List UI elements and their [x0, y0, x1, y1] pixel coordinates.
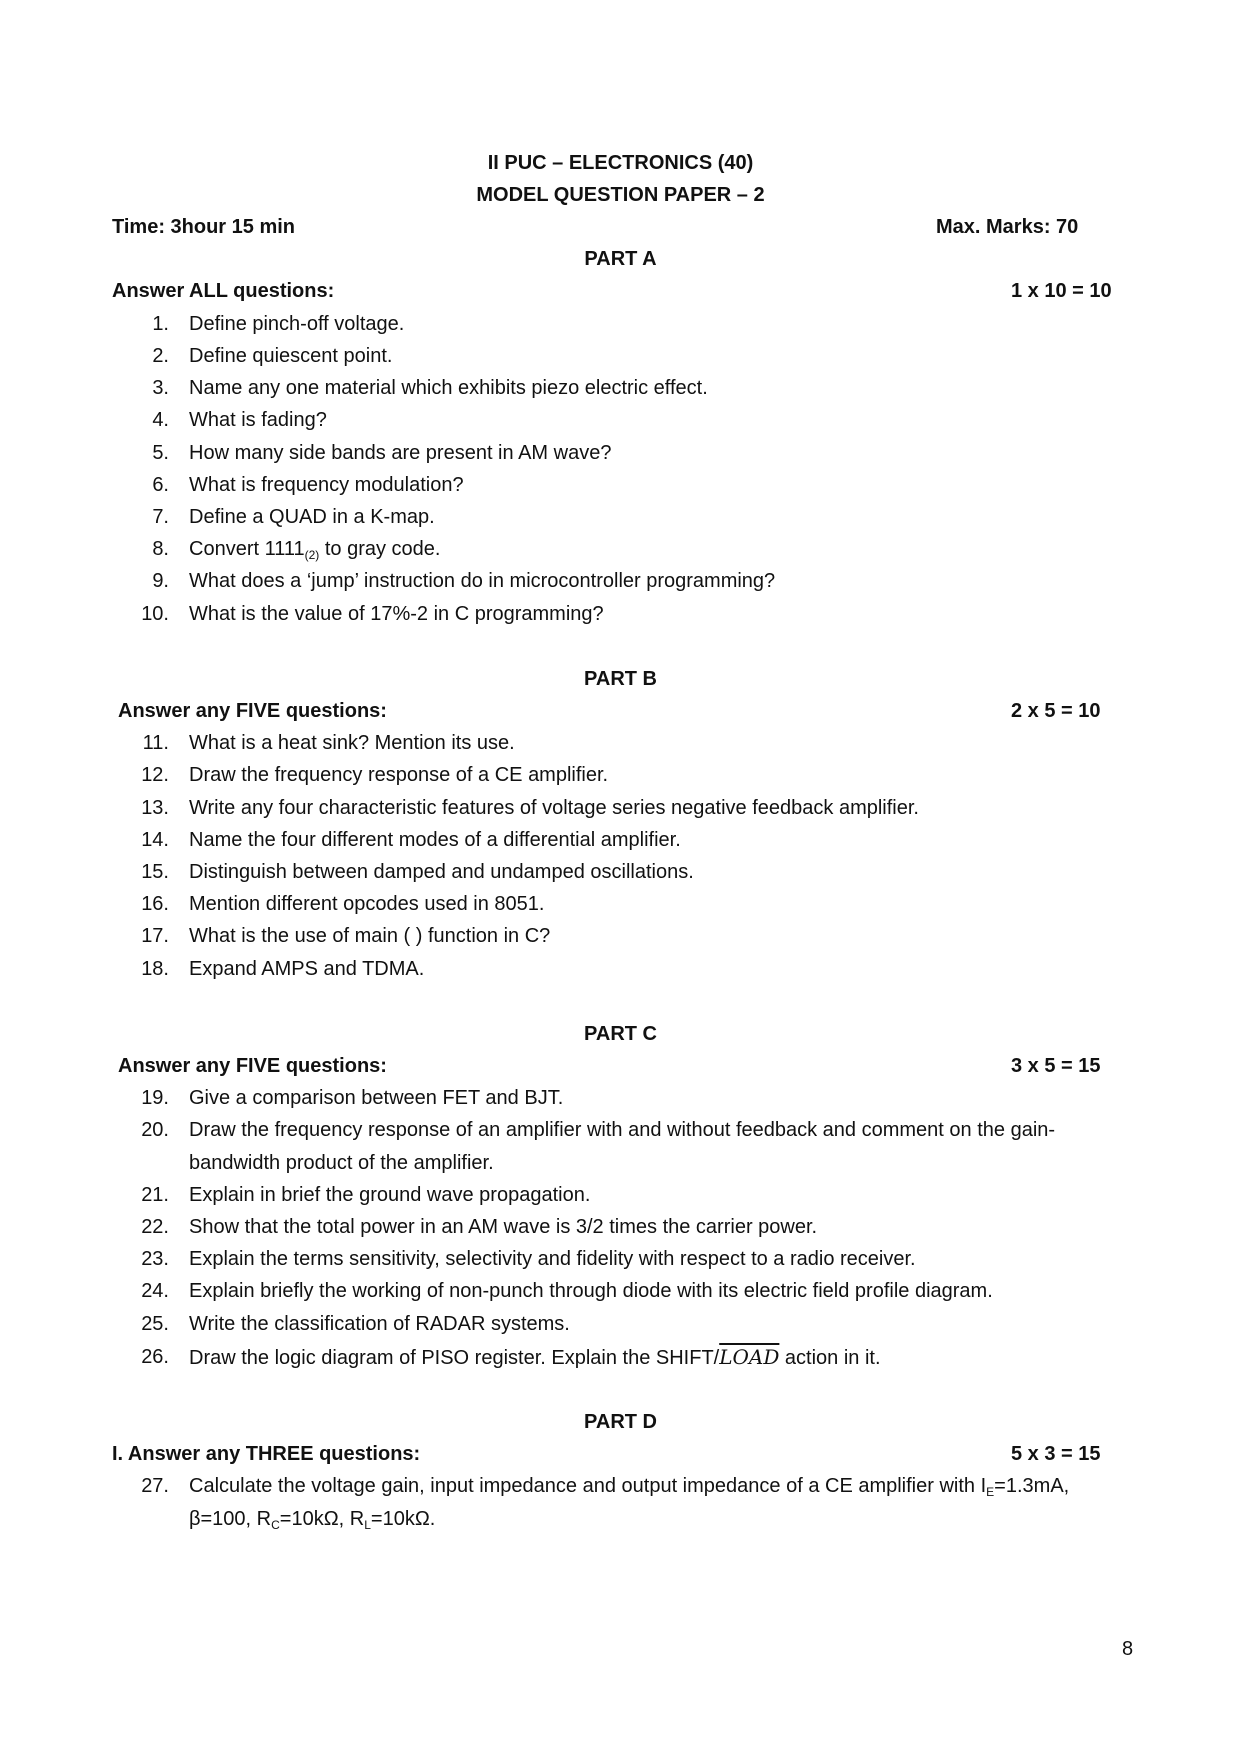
part-c-heading: PART C [584, 1023, 657, 1045]
question-text: Define pinch-off voltage. [189, 313, 405, 335]
load-subscript: L [364, 1518, 371, 1532]
question-number: 10. [141, 603, 169, 625]
question-text: Name any one material which exhibits piezo electric effect. [189, 377, 708, 399]
question-text: Draw the logic diagram of PISO register. Explain the SHIFT/LOAD action in it. [189, 1345, 881, 1369]
part-b-heading: PART B [584, 668, 657, 690]
question-number: 21. [141, 1184, 169, 1206]
question-text: Write the classification of RADAR systems. [189, 1313, 570, 1335]
question-number: 15. [141, 861, 169, 883]
question-number: 1. [152, 313, 169, 335]
question-number: 14. [141, 829, 169, 851]
max-marks: Max. Marks: 70 [936, 216, 1079, 238]
question-text: Calculate the voltage gain, input impedance and output impedance of a CE amplifier with $I_E=1.3mA$, [189, 1475, 1070, 1499]
question-number: 23. [141, 1248, 169, 1270]
question-number: 22. [141, 1216, 169, 1238]
question-text: Define quiescent point. [189, 345, 393, 367]
question-text: Convert $1111_{(2)}$ to gray code. [189, 538, 441, 562]
question-text: Explain briefly the working of non-punch through diode with its electric field profile diagram. [189, 1280, 993, 1302]
part-a-marks: 1 x 10 = 10 [1011, 280, 1112, 302]
question-text: What is the value of 17%-2 in C programming? [189, 603, 604, 625]
question-text: How many side bands are present in AM wave? [189, 442, 612, 464]
part-c-marks: 3 x 5 = 15 [1011, 1055, 1101, 1077]
collector-subscript: C [271, 1518, 280, 1532]
question-text: What does a ‘jump’ instruction do in microcontroller programming? [189, 570, 776, 592]
question-number: 7. [152, 506, 169, 528]
load-overline-term: LOAD [719, 1345, 780, 1369]
question-number: 13. [141, 797, 169, 819]
part-d-heading: PART D [584, 1411, 657, 1433]
question-text: Draw the frequency response of an amplifier with and without feedback and comment on the gain- [189, 1119, 1056, 1141]
part-a-instruction: Answer ALL questions: [112, 280, 335, 302]
question-number: 12. [141, 764, 169, 786]
question-text: Define a QUAD in a K-map. [189, 506, 435, 528]
question-text: Expand AMPS and TDMA. [189, 958, 425, 980]
question-number: 11. [142, 732, 169, 754]
question-20-continuation: bandwidth product of the amplifier. [189, 1152, 494, 1174]
question-number: 8. [152, 538, 169, 560]
question-text: Write any four characteristic features of voltage series negative feedback amplifier. [189, 797, 919, 819]
part-b-instruction: Answer any FIVE questions: [118, 700, 387, 722]
question-number: 24. [141, 1280, 169, 1302]
emitter-subscript: E [986, 1485, 995, 1499]
question-number: 26. [141, 1346, 169, 1368]
question-number: 19. [141, 1087, 169, 1109]
part-b-marks: 2 x 5 = 10 [1011, 700, 1101, 722]
question-number: 4. [152, 409, 169, 431]
question-text: Distinguish between damped and undamped oscillations. [189, 861, 694, 883]
question-number: 9. [152, 570, 169, 592]
part-a-heading: PART A [584, 248, 657, 270]
paper-title: II PUC – ELECTRONICS (40) [487, 152, 754, 174]
question-number: 3. [152, 377, 169, 399]
question-number: 5. [152, 442, 169, 464]
part-d-marks: 5 x 3 = 15 [1011, 1443, 1101, 1465]
question-text: Give a comparison between FET and BJT. [189, 1087, 564, 1109]
question-number: 20. [141, 1119, 169, 1141]
question-number: 16. [141, 893, 169, 915]
part-c-instruction: Answer any FIVE questions: [118, 1055, 387, 1077]
question-text: Explain in brief the ground wave propagation. [189, 1184, 591, 1206]
question-text: What is fading? [189, 409, 327, 431]
question-27-continuation: β=100, $R_C=10k\Omega$, $R_L=10k\Omega$. [189, 1508, 436, 1532]
page-number: 8 [1122, 1638, 1134, 1660]
question-text: Show that the total power in an AM wave is 3/2 times the carrier power. [189, 1216, 818, 1238]
time-allowed: Time: 3hour 15 min [112, 216, 296, 238]
question-text: Explain the terms sensitivity, selectivity and fidelity with respect to a radio receiver. [189, 1248, 916, 1270]
question-number: 25. [141, 1313, 169, 1335]
question-number: 18. [141, 958, 169, 980]
question-number: 6. [152, 474, 169, 496]
question-text: What is a heat sink? Mention its use. [189, 732, 515, 754]
base-subscript: (2) [304, 548, 320, 562]
question-number: 27. [141, 1475, 169, 1497]
question-text: What is the use of main ( ) function in C? [189, 925, 551, 947]
paper-subtitle: MODEL QUESTION PAPER – 2 [476, 184, 765, 206]
question-text: Draw the frequency response of a CE amplifier. [189, 764, 609, 786]
part-d-instruction: I. Answer any THREE questions: [112, 1443, 421, 1465]
question-text: What is frequency modulation? [189, 474, 464, 496]
question-text: Mention different opcodes used in 8051. [189, 893, 545, 915]
question-number: 17. [141, 925, 169, 947]
question-number: 2. [152, 345, 169, 367]
question-text: Name the four different modes of a differential amplifier. [189, 829, 681, 851]
